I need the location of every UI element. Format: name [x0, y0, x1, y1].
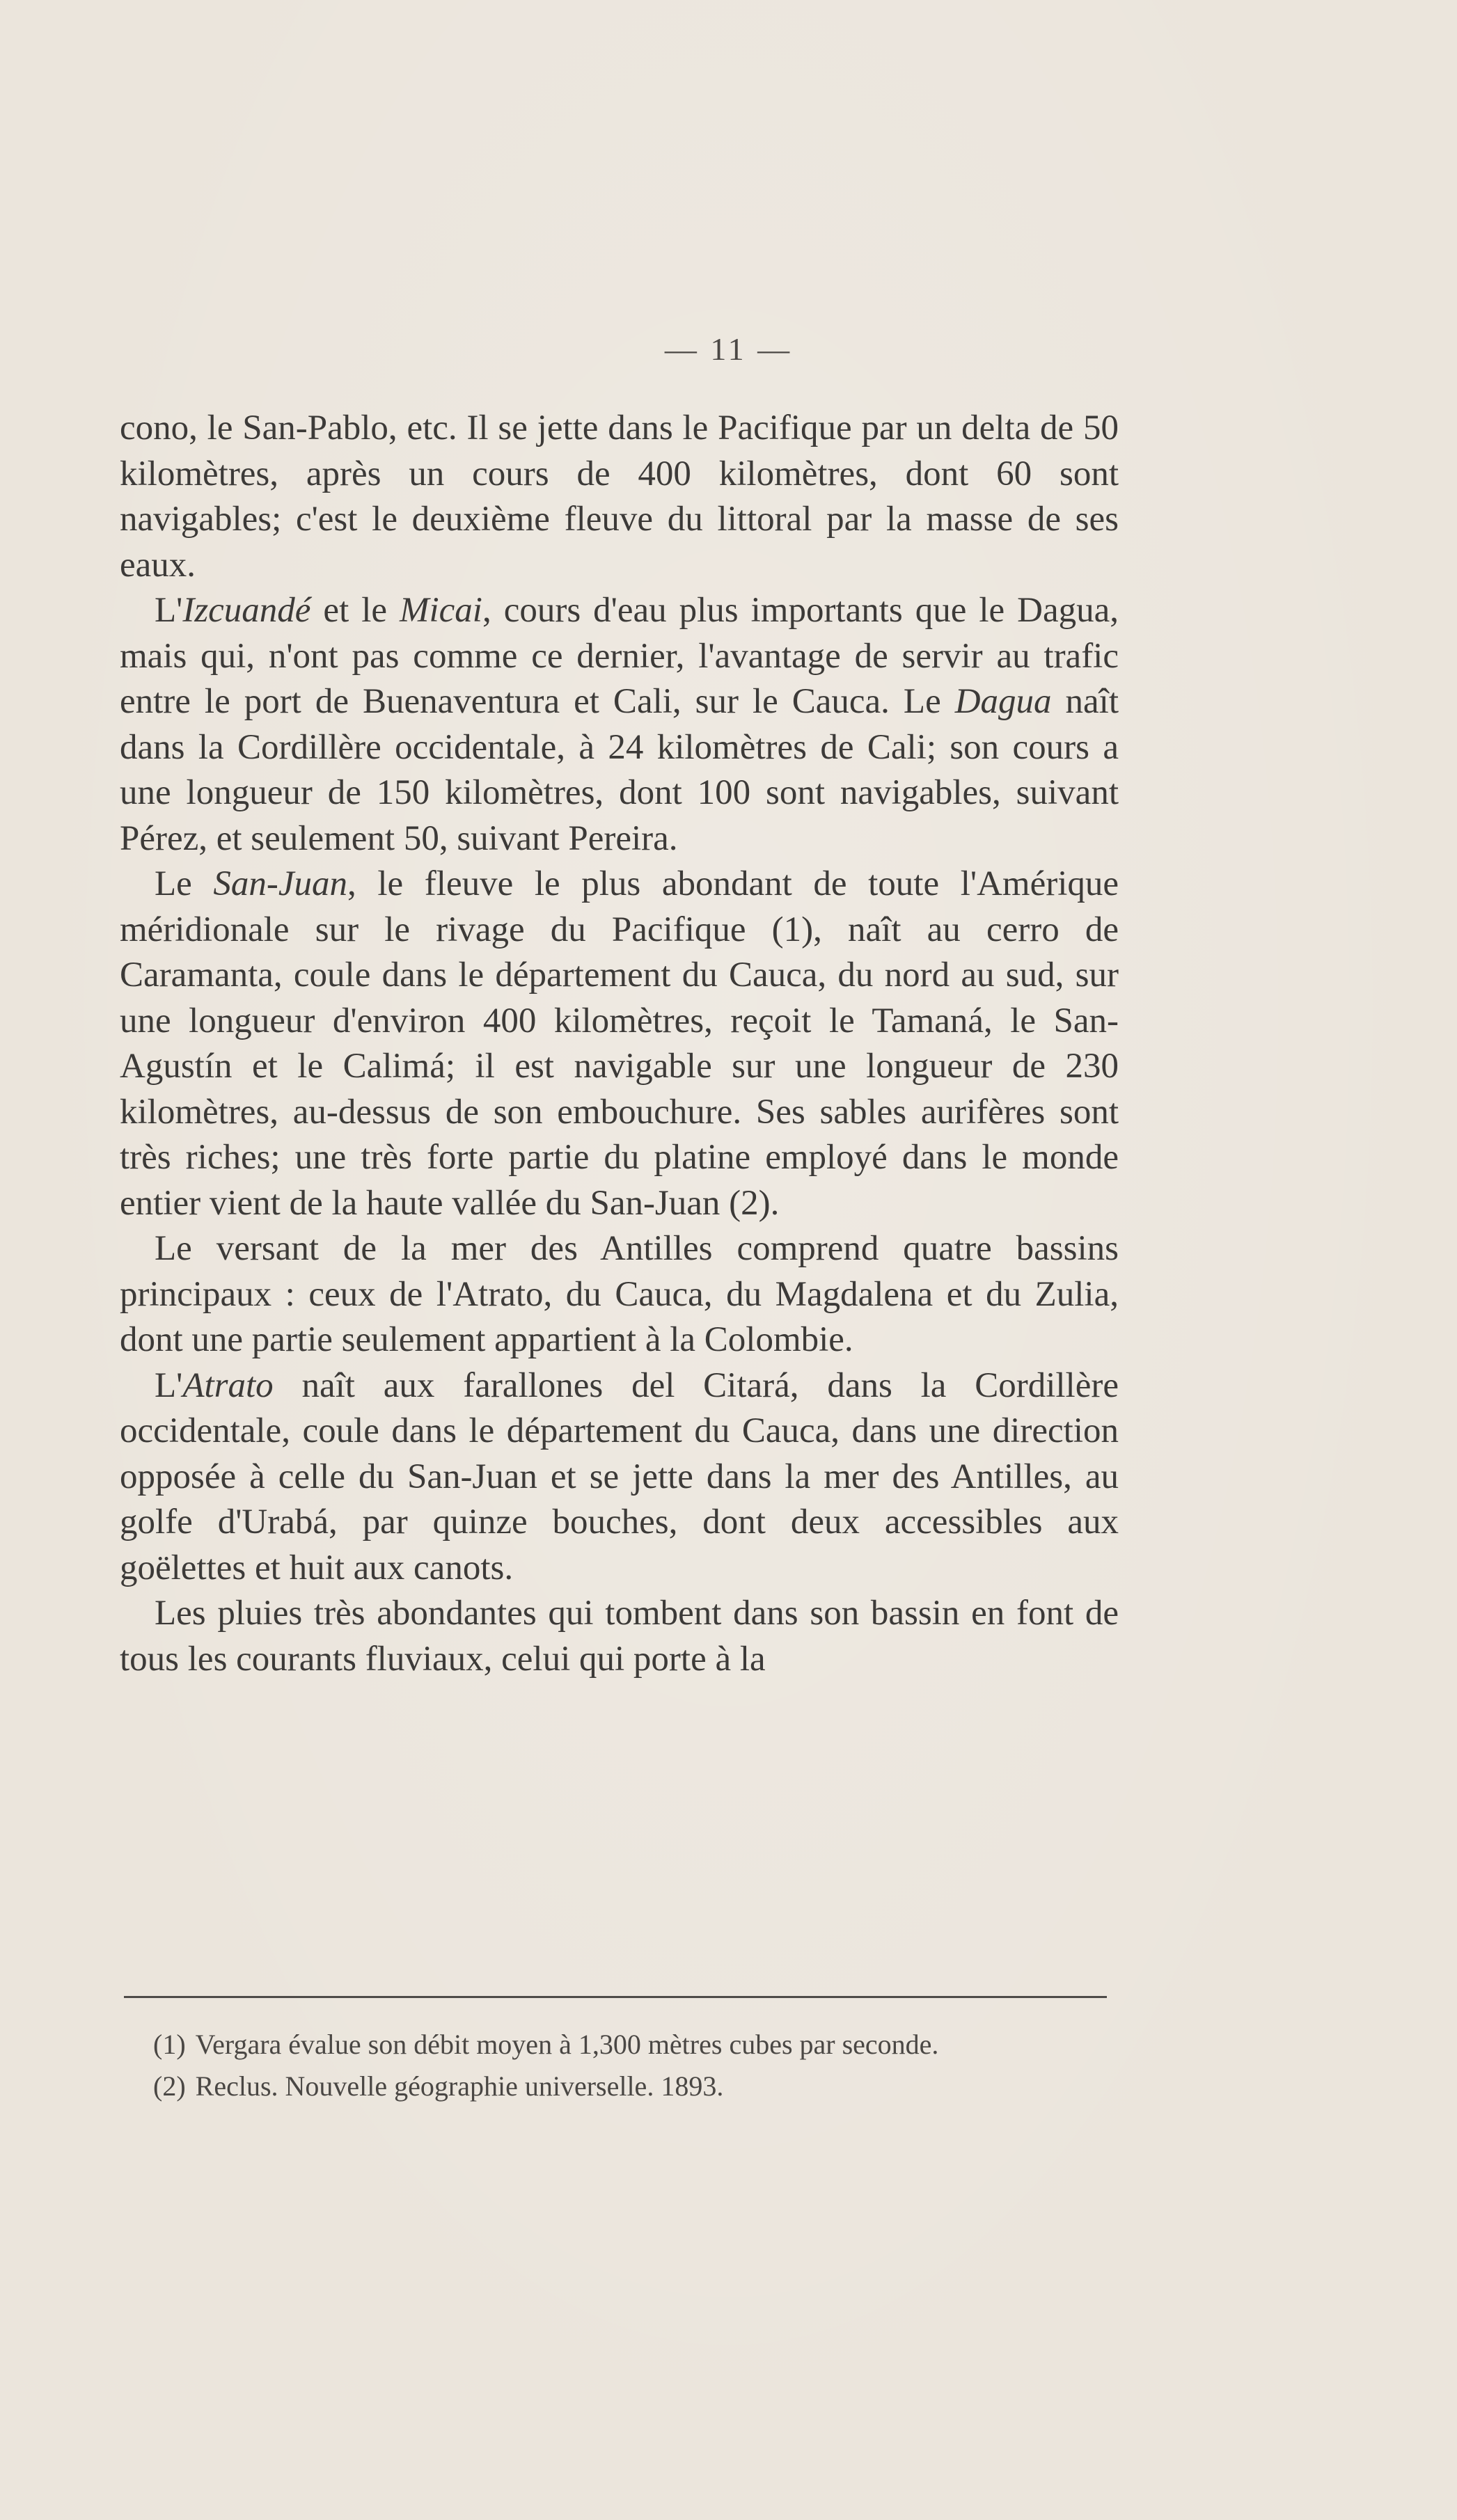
river-name-dagua: Dagua — [954, 682, 1052, 721]
paragraph-5 — [120, 1363, 1119, 1592]
text-segment: cono, le San-Pablo, etc. Il se jette dans le Pacifique par un delta de 50 kilomètres, après un cours de 400 kilomètres, dont 60 sont navigables; c'est le deuxième fleuve du littoral par la masse de ses eaux. — [120, 409, 1119, 585]
river-name-atrato: Atrato — [182, 1365, 274, 1405]
text-segment: , cours d'eau plus importants que le Dagua, mais qui, n'ont pas comme ce dernier, l'avantage de servir au trafic entre le port de Buenaventura et Cali, sur le Cauca. Le — [120, 591, 1119, 721]
paragraph-4 — [120, 1226, 1119, 1363]
paragraph-6 — [120, 1591, 1119, 1682]
river-name-san-juan: San-Juan — [213, 864, 348, 903]
footnote-1 — [153, 2024, 1128, 2066]
text-segment: Le versant de la mer des Antilles comprend quatre bassins principaux : ceux de l'Atrato, du Cauca, du Magdalena et du Zulia, dont une partie seulement appartient à la Colombie. — [120, 1229, 1119, 1359]
page-number-header: — 11 — — [664, 331, 793, 367]
footnotes — [153, 2024, 1128, 2107]
footnote-marker: (1) — [153, 2029, 186, 2060]
text-segment: , le fleuve le plus abondant de toute l'Amérique méridionale sur le rivage du Pacifique (1), naît au cerro de Caramanta, coule dans le département du Cauca, du nord au sud, sur une longueur d'environ 400 kilomètres, reçoit le Tamaná, le San-Agustín et le Calimá; il est navigable sur une longueur de 230 kilomètres, au-dessus de son embouchure. Ses sables aurifères sont très riches; une très forte partie du platine employé dans le monde entier vient de la haute vallée du San-Juan (2). — [120, 864, 1119, 1223]
body-text — [120, 406, 1119, 1682]
text-segment: L' — [155, 1365, 183, 1405]
footnote-text: Vergara évalue son débit moyen à 1,300 mètres cubes par seconde. — [195, 2029, 939, 2060]
text-segment: Le — [155, 864, 214, 903]
footnote-text: Reclus. Nouvelle géographie universelle. 1893. — [195, 2070, 724, 2102]
text-segment: Les pluies très abondantes qui tombent dans son bassin en font de tous les courants fluviaux, celui qui porte à la — [120, 1594, 1119, 1679]
footnote-2 — [153, 2066, 1128, 2107]
river-name-micai: Micai — [400, 591, 482, 630]
text-segment: et le — [310, 591, 400, 630]
text-segment: naît dans la Cordillère occidentale, à 24 kilomètres de Cali; son cours a une longueur de 150 kilomètres, dont 100 sont navigables, suivant Pérez, et seulement 50, suivant Pereira. — [120, 682, 1119, 858]
text-segment: L' — [155, 591, 183, 630]
river-name-izcuande: Izcuandé — [182, 591, 311, 630]
paragraph-2 — [120, 588, 1119, 862]
footnote-marker: (2) — [153, 2070, 186, 2102]
paragraph-1 — [120, 406, 1119, 588]
paragraph-3 — [120, 862, 1119, 1226]
text-segment: naît aux farallones del Citará, dans la Cordillère occidentale, coule dans le département du Cauca, dans une direction opposée à celle du San-Juan et se jette dans la mer des Antilles, au golfe d'Urabá, par quinze bouches, dont deux accessibles aux goëlettes et huit aux canots. — [120, 1365, 1119, 1587]
footnote-divider — [124, 1996, 1107, 1998]
